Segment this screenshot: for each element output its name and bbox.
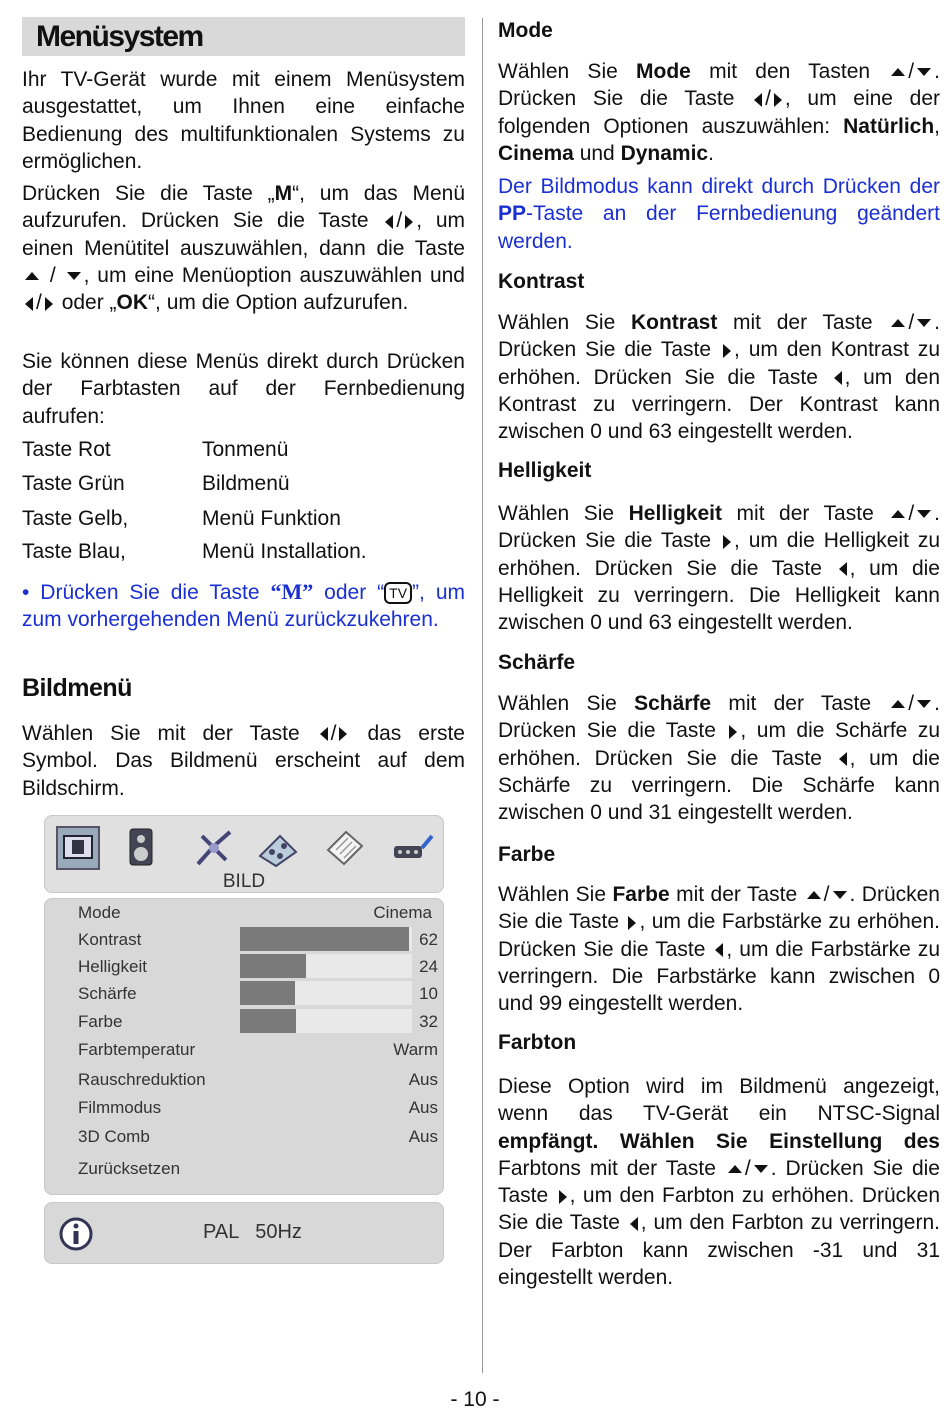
down-arrow-icon [917,700,931,708]
picture-icon [56,826,100,870]
kontrast-text: Wählen Sie [498,311,631,334]
osd-title: BILD [222,871,266,892]
key-menu: Menü Funktion [202,507,341,530]
schaerfe-text: Wählen Sie [498,692,635,715]
up-arrow-icon [891,319,905,327]
section-title-bar [22,17,465,56]
kontrast-text: mit der Taste [717,311,873,334]
option-cinema: Cinema [498,141,574,165]
osd-row-value: 62 [419,930,438,949]
return-bullet [22,578,465,634]
helligkeit-bar-fill [240,954,306,978]
nav-text: “, um das Menü aufzurufen. Drücken Sie die Taste [22,182,465,233]
schaerfe-term: Schärfe [634,692,712,715]
mode-text: und [573,141,621,165]
osd-row-value: Cinema [373,903,432,922]
osd-row-label: Kontrast [78,930,142,949]
right-arrow-icon [45,297,53,311]
down-arrow-icon [833,891,847,899]
schaerfe-text: . Drücken Sie die Taste [498,692,940,743]
osd-row-label: Mode [78,903,121,922]
pp-note-text: -Taste an der Fernbedienung geändert werden. [498,202,940,253]
farbe-text: . Drücken Sie die Taste [498,883,940,934]
right-arrow-icon [559,1190,567,1204]
kontrast-paragraph: Wählen Sie Kontrast mit der Taste / . Drücken Sie die Taste , um den Kontrast zu erhöhen. Drücken Sie die Taste , um den Kontrast zu verringern. Der Kontrast kann zwischen 0 und 63 eingestellt werden. [498,311,940,444]
helligkeit-paragraph: Wählen Sie Helligkeit mit der Taste / . Drücken Sie die Taste , um die Helligkeit zu erhöhen. Drücken Sie die Taste , um die Helligkeit zu verringern. Die Helligkeit kann zwischen 0 und 63 eingestellt werden. [498,502,941,635]
bullet-text: ”, um zum vorhergehenden Menü zurückzukehren. [22,581,465,632]
kontrast-text: , um den Kontrast zu erhöhen. Drücken Sie die Taste [498,338,940,389]
farbton-text: Diese Option wird im Bildmenü angezeigt, wenn das TV-Gerät ein NTSC-Signal [498,1075,940,1126]
farbton-emphasis: empfängt. Wählen Sie Einstellung des [498,1129,940,1153]
left-arrow-icon [754,93,762,107]
mode-term: Mode [636,60,691,83]
source-icon [392,826,436,870]
bildmenu-text: das erste Symbol. Das Bildmenü erscheint auf dem Bildschirm. [22,722,465,800]
farbe-text: Wählen Sie [498,883,613,906]
helligkeit-heading: Helligkeit [498,459,592,482]
osd-row-value: 24 [419,957,438,976]
left-arrow-icon [25,297,33,311]
sound-icon [120,826,164,870]
install-icon [256,826,300,870]
osd-row-label: Farbe [78,1012,123,1031]
right-arrow-icon [774,93,782,107]
schaerfe-heading: Schärfe [498,651,576,674]
color-keys-intro [22,348,465,430]
kontrast-bar-fill [240,927,409,951]
left-arrow-icon [834,371,842,385]
helligkeit-text: . Drücken Sie die Taste [498,502,940,553]
mode-text: , um eine der folgenden Optionen auszuwählen: [498,87,940,138]
helligkeit-text: , um die Helligkeit zu verringern. Die Helligkeit kann zwischen 0 und 63 eingestellt werden. [498,556,940,635]
left-arrow-icon [385,215,393,229]
key-name: Taste Rot [22,438,111,461]
osd-row-label: Zurücksetzen [78,1159,181,1178]
signal-info: PAL 50Hz [203,1221,302,1243]
page-title: Menüsystem [36,20,203,53]
right-arrow-icon [339,727,347,741]
osd-row-label: Helligkeit [78,957,147,976]
key-menu: Tonmenü [202,438,289,461]
osd-row-value: Aus [408,1070,438,1089]
nav-text: Drücken Sie die Taste „ [22,182,275,205]
pp-note-text: Der Bildmodus kann direkt durch Drücken der [498,175,940,198]
helligkeit-text: , um die Helligkeit zu erhöhen. Drücken Sie die Taste [498,529,941,580]
intro-paragraph [22,66,465,175]
bildmenu-paragraph: Wählen Sie mit der Taste / das erste Symbol. Das Bildmenü erscheint auf dem Bildschirm. [22,722,465,800]
key-menu: Bildmenü [202,472,290,495]
right-arrow-icon [723,535,731,549]
m-key-label: M [274,182,293,205]
schaerfe-bar[interactable] [240,981,412,1005]
farbe-text: mit der Taste [669,883,798,906]
kontrast-text: . Drücken Sie die Taste [498,311,940,362]
intro-text: Ihr TV-Gerät wurde mit einem Menüsystem ausgestattet, um Ihnen eine einfache Bedienung des multifunktionalen Systems zu ermöglichen. [22,68,465,173]
farbton-paragraph: Diese Option wird im Bildmenü angezeigt, wenn das TV-Gerät ein NTSC-Signal empfängt. Wählen Sie Einstellung des Farbtons mit der Taste / . Drücken Sie die Taste , um den Farbton zu erhöhen. Drücken Sie die Taste , um den Farbton zu verringern. Der Farbton kann zwischen -31 und 31 eingestellt werden. [498,1075,941,1290]
kontrast-bar[interactable] [240,927,412,951]
up-arrow-icon [891,68,905,76]
osd-row-value: Aus [408,1127,438,1146]
osd-row-label: 3D Comb [78,1127,150,1146]
down-arrow-icon [67,272,81,280]
osd-row-label: Farbtemperatur [78,1040,196,1059]
nav-text: , um eine Menüoption auszuwählen und [83,263,465,287]
tv-key-icon: TV [384,582,412,604]
mode-text: mit den Tasten [690,60,871,83]
farbe-term: Farbe [612,883,670,906]
left-arrow-icon [715,943,723,957]
osd-row-value: Aus [408,1098,438,1117]
pp-key-note [498,173,940,255]
farbton-text: . Drücken Sie die Taste [498,1156,940,1208]
schaerfe-text: , um die Schärfe zu verringern. Die Schärfe kann zwischen 0 und 31 eingestellt werden. [498,746,940,825]
helligkeit-text: mit der Taste [722,502,874,525]
down-arrow-icon [917,319,931,327]
bullet-text: • Drücken Sie die Taste [22,581,271,604]
farbe-text: , um die Farbstärke zu erhöhen. Drücken Sie die Taste [498,910,941,961]
osd-row-value: 10 [419,984,438,1003]
down-arrow-icon [917,68,931,76]
helligkeit-text: Wählen Sie [498,502,629,525]
kontrast-term: Kontrast [630,311,718,334]
option-natuerlich: Natürlich [843,114,935,138]
left-arrow-icon [320,727,328,741]
down-arrow-icon [917,510,931,518]
kontrast-text: , um den Kontrast zu verringern. Der Kontrast kann zwischen 0 und 63 eingestellt werden. [498,365,940,444]
nav-text: , um einen Menütitel auszuwählen, dann die Taste [22,209,465,260]
farbe-heading: Farbe [498,843,556,866]
mode-heading: Mode [498,19,553,42]
key-name: Taste Blau, [22,540,126,563]
osd-row-label: Filmmodus [78,1098,162,1117]
farbe-paragraph: Wählen Sie Farbe mit der Taste / . Drücken Sie die Taste , um die Farbstärke zu erhöhen. Drücken Sie die Taste , um die Farbstärke zu verringern. Die Farbstärke kann zwischen 0 und 99 eingestellt werden. [498,883,941,1016]
key-menu: Menü Installation. [202,540,367,563]
mode-paragraph: Wählen Sie Mode mit den Tasten / . Drücken Sie die Taste / , um eine der folgenden Optionen auszuwählen: Natürlich, Cinema und Dynamic. [498,60,940,165]
farbton-text: , um den Farbton zu erhöhen. Drücken Sie die Taste [498,1184,941,1235]
right-arrow-icon [405,215,413,229]
down-arrow-icon [754,1165,768,1173]
up-arrow-icon [807,891,821,899]
bildmenu-heading: Bildmenü [22,674,132,702]
color-keys-text: Sie können diese Menüs direkt durch Drücken der Farbtasten auf der Fernbedienung aufrufen: [22,350,465,428]
farbton-heading: Farbton [498,1031,577,1054]
pp-key-label: PP [498,202,527,226]
right-arrow-icon [723,344,731,358]
ok-key-label: OK [116,291,149,315]
right-arrow-icon [628,916,636,930]
right-arrow-icon [729,725,737,739]
left-arrow-icon [630,1217,638,1231]
farbton-text: , um den Farbton zu verringern. Der Farbton kann zwischen -31 und 31 eingestellt werden. [498,1211,940,1290]
up-arrow-icon [25,272,39,280]
up-arrow-icon [728,1165,742,1173]
key-name: Taste Gelb, [22,507,129,530]
helligkeit-term: Helligkeit [628,502,722,525]
left-arrow-icon [839,562,847,576]
notes-icon [322,826,366,870]
schaerfe-paragraph: Wählen Sie Schärfe mit der Taste / . Drücken Sie die Taste , um die Schärfe zu erhöhen. Drücken Sie die Taste , um die Schärfe zu verringern. Die Schärfe kann zwischen 0 und 31 eingestellt werden. [498,692,941,825]
nav-text: oder „ [61,291,117,315]
navigation-paragraph: Drücken Sie die Taste „M“, um das Menü aufzurufen. Drücken Sie die Taste / , um einen Menütitel auszuwählen, dann die Taste / , um eine Menüoption auszuwählen und / oder „OK“, um die Option aufzurufen. [22,182,465,315]
page-number: - 10 - [450,1388,500,1411]
info-icon [58,1216,94,1252]
m-key-label: “M” [270,579,314,604]
osd-row-value: Warm [393,1040,438,1059]
nav-text: “, um die Option aufzurufen. [148,291,409,315]
farbe-bar-fill [240,1009,296,1033]
farbton-text: Farbtons mit der Taste [498,1156,716,1180]
bildmenu-text: Wählen Sie mit der Taste [22,722,300,745]
mode-text: . Drücken Sie die Taste [498,60,940,111]
helligkeit-bar[interactable] [240,954,412,978]
bullet-text: oder “ [313,581,385,604]
schaerfe-text: mit der Taste [711,692,872,715]
osd-row-label: Rauschreduktion [78,1070,206,1089]
left-arrow-icon [839,752,847,766]
up-arrow-icon [891,510,905,518]
osd-row-label: Schärfe [78,984,137,1003]
option-dynamic: Dynamic [620,141,709,165]
up-arrow-icon [891,700,905,708]
mode-text: Wählen Sie [498,60,637,83]
farbe-text: , um die Farbstärke zu verringern. Die Farbstärke kann zwischen 0 und 99 eingestellt werden. [498,937,941,1016]
column-divider [482,18,483,1373]
kontrast-heading: Kontrast [498,270,585,293]
key-name: Taste Grün [22,472,125,495]
feature-icon [192,826,236,870]
farbe-bar[interactable] [240,1009,412,1033]
osd-row-value: 32 [419,1012,438,1031]
schaerfe-text: , um die Schärfe zu erhöhen. Drücken Sie die Taste [498,719,941,770]
schaerfe-bar-fill [240,981,295,1005]
